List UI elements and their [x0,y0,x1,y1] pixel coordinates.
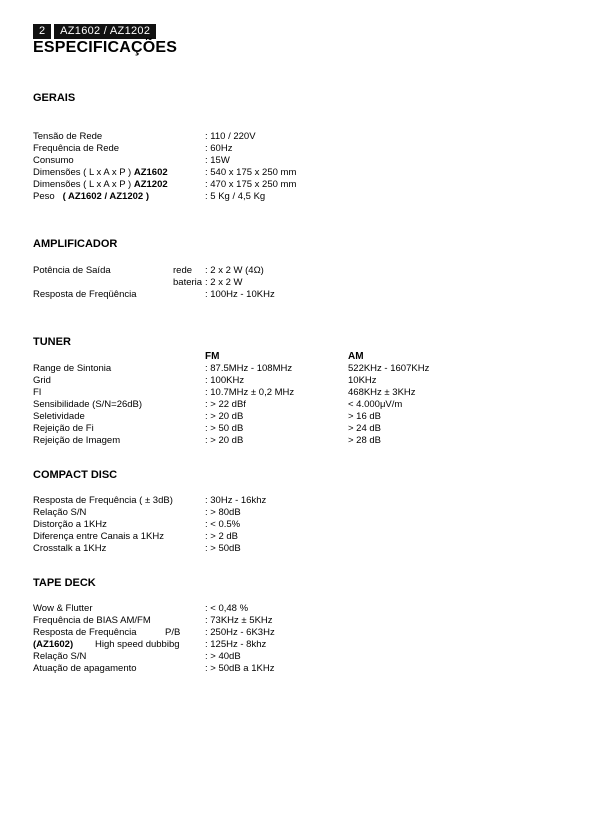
fm-value: : 10.7MHz ± 0,2 MHz [205,387,295,398]
spec-value: : < 0,48 % [205,603,249,614]
spec-row [33,289,573,300]
spec-sublabel: High speed dubbibg [95,639,180,650]
am-value: 468KHz ± 3KHz [348,387,416,398]
spec-label: Dimensões ( L x A x P ) AZ1602 [33,167,168,178]
spec-value: : 470 x 175 x 250 mm [205,179,297,190]
spec-row [33,375,573,386]
am-value: > 24 dB [348,423,382,434]
spec-value: : > 80dB [205,507,241,518]
spec-label: Distorção a 1KHz [33,519,107,530]
spec-value: : 73KHz ± 5KHz [205,615,273,626]
spec-row [33,411,573,422]
spec-label: Atuação de apagamento [33,663,137,674]
spec-label: Rejeição de Fi [33,423,94,434]
spec-row [33,627,573,638]
am-value: 10KHz [348,375,377,386]
spec-row [33,543,573,554]
fm-value: : > 20 dB [205,411,244,422]
spec-label: Frequência de BIAS AM/FM [33,615,151,626]
spec-label: Grid [33,375,51,386]
spec-label: (AZ1602) [33,639,74,650]
spec-value: : 5 Kg / 4,5 Kg [205,191,266,202]
spec-row [33,277,573,288]
spec-value: : 30Hz - 16khz [205,495,267,506]
spec-sublabel: P/B [165,627,181,638]
am-value: 522KHz - 1607KHz [348,363,430,374]
spec-row [33,265,573,276]
fm-value: : > 50 dB [205,423,244,434]
spec-value: : < 0.5% [205,519,241,530]
spec-row [33,399,573,410]
spec-label: Resposta de Frequência [33,627,137,638]
model-tag: AZ1602 [133,167,168,178]
spec-row [33,387,573,398]
spec-value: : 15W [205,155,230,166]
spec-row [33,651,573,662]
section-tape-deck-heading: TAPE DECK [33,577,96,589]
spec-label: Resposta de Frequência ( ± 3dB) [33,495,173,506]
spec-value: : > 50dB [205,543,241,554]
am-value: > 16 dB [348,411,382,422]
am-value: > 28 dB [348,435,382,446]
spec-label: Wow & Flutter [33,603,93,614]
spec-row [33,615,573,626]
spec-label: Dimensões ( L x A x P ) AZ1202 [33,179,168,190]
spec-label: Range de Sintonia [33,363,112,374]
spec-label: Frequência de Rede [33,143,120,154]
spec-row [33,167,573,178]
spec-row [33,131,573,142]
section-compact-disc-heading: COMPACT DISC [33,469,118,481]
spec-label: Diferença entre Canais a 1KHz [33,531,164,542]
spec-label: FI [33,387,42,398]
section-tuner-heading: TUNER [33,336,71,348]
page-header [33,24,156,39]
fm-value: : 87.5MHz - 108MHz [205,363,293,374]
spec-row [33,663,573,674]
spec-row [33,155,573,166]
spec-label: Resposta de Freqüência [33,289,137,300]
spec-value: : > 2 dB [205,531,239,542]
spec-row [33,507,573,518]
spec-row [33,603,573,614]
spec-row [33,191,573,202]
fm-value: : > 20 dB [205,435,244,446]
spec-row [33,423,573,434]
spec-value: : 2 x 2 W (4Ω) [205,265,264,276]
spec-value: : 125Hz - 8khz [205,639,267,650]
spec-value: : 100Hz - 10KHz [205,289,275,300]
spec-row [33,519,573,530]
page-title: ESPECIFICAÇÕES [33,39,178,56]
spec-label: Relação S/N [33,651,87,662]
spec-label: Rejeição de Imagem [33,435,121,446]
section-gerais-heading: GERAIS [33,92,76,104]
model-tag: AZ1202 [133,179,168,190]
spec-row [33,435,573,446]
fm-value: : > 22 dBf [205,399,246,410]
model-label: AZ1602 / AZ1202 [54,24,156,39]
spec-label: Seletividade [33,411,85,422]
section-amplificador-heading: AMPLIFICADOR [33,238,118,250]
spec-row [33,363,573,374]
spec-label: Sensibilidade (S/N=26dB) [33,399,143,410]
spec-label: Crosstalk a 1KHz [33,543,107,554]
spec-value: : > 50dB a 1KHz [205,663,275,674]
spec-value: : 2 x 2 W [205,277,243,288]
model-tag: ( AZ1602 / AZ1202 ) [62,191,149,202]
spec-row [33,639,573,650]
spec-row [33,531,573,542]
spec-label: Tensão de Rede [33,131,103,142]
spec-label: Consumo [33,155,74,166]
spec-value: : > 40dB [205,651,241,662]
spec-label: Relação S/N [33,507,87,518]
spec-row [33,143,573,154]
page-number: 2 [33,24,51,39]
spec-sublabel: rede [173,265,193,276]
spec-label: Potência de Saída [33,265,111,276]
am-value: < 4.000μV/m [348,399,403,410]
fm-column-header: FM [205,351,220,362]
spec-row [33,179,573,190]
spec-label: Peso ( AZ1602 / AZ1202 ) [33,191,149,202]
spec-row [33,495,573,506]
spec-value: : 540 x 175 x 250 mm [205,167,297,178]
spec-value: : 110 / 220V [205,131,256,142]
spec-sublabel: bateria [173,277,203,288]
fm-value: : 100KHz [205,375,245,386]
spec-value: : 250Hz - 6K3Hz [205,627,275,638]
spec-value: : 60Hz [205,143,233,154]
am-column-header: AM [348,351,364,362]
